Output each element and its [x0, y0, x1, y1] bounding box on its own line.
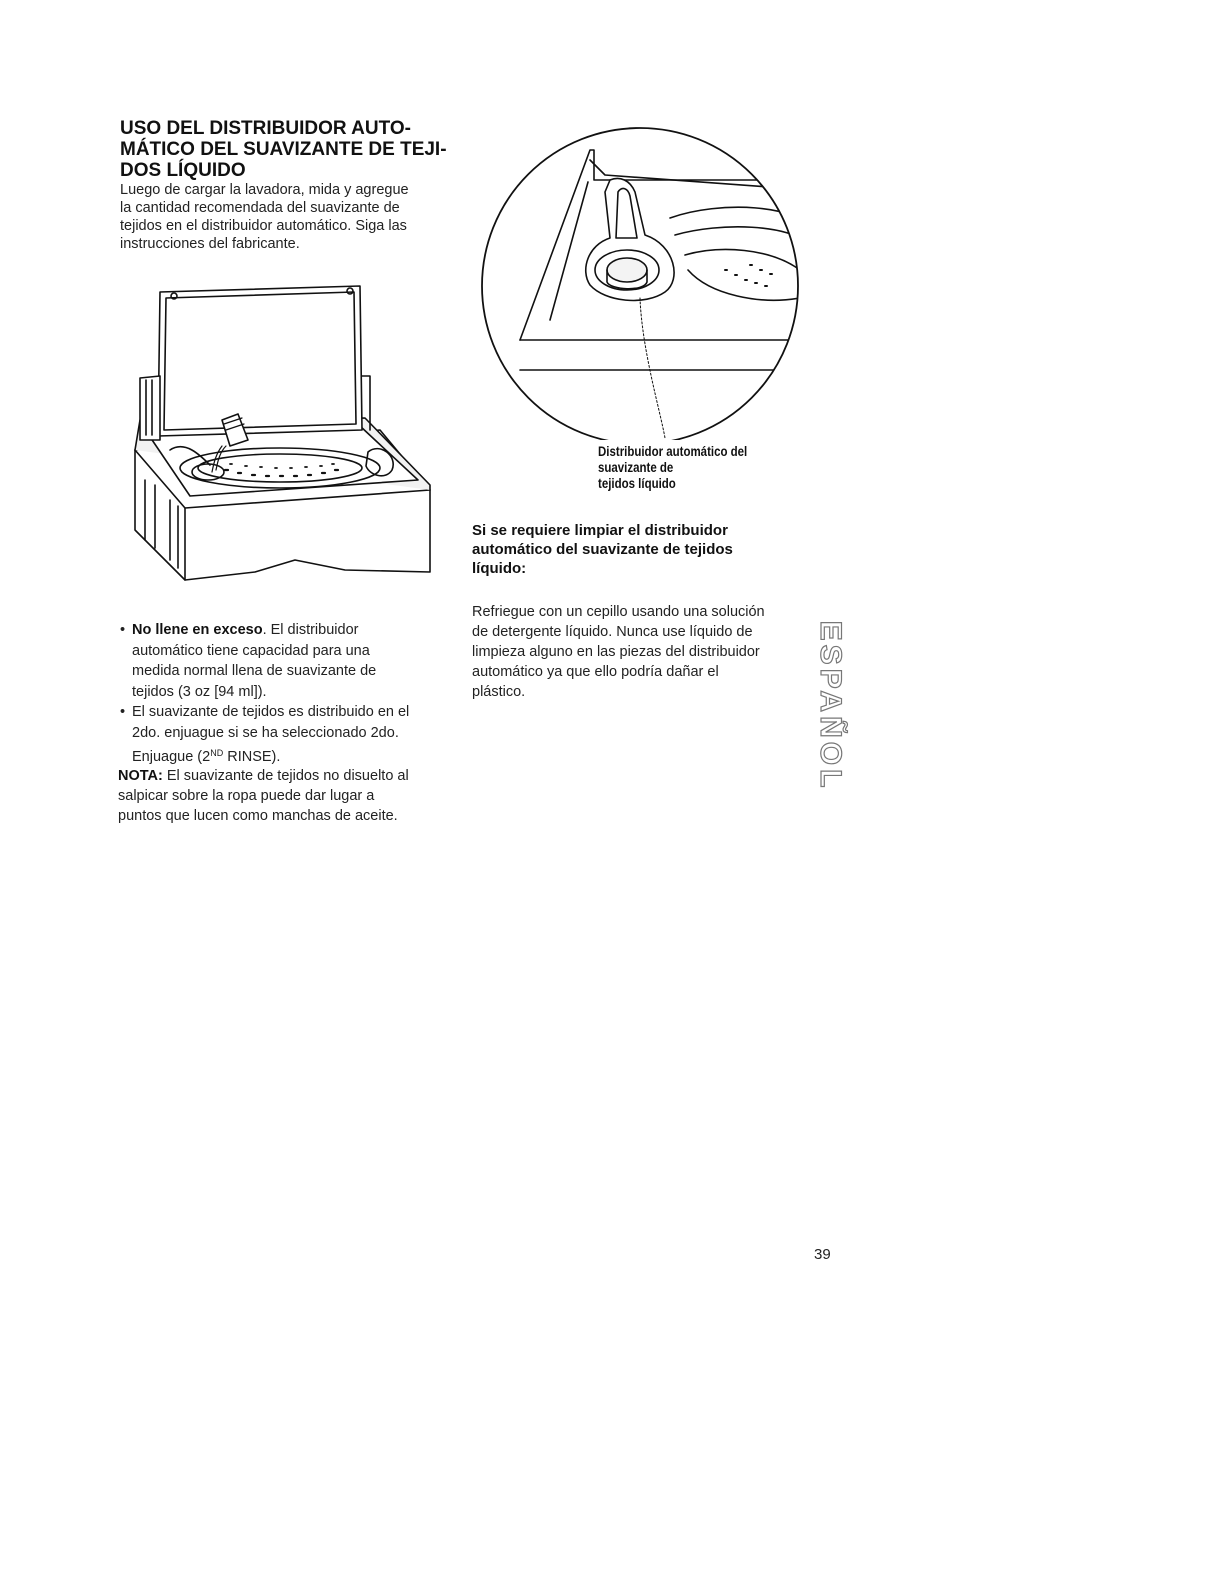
bullet-line: automático tiene capacidad para una [132, 642, 370, 659]
note-line: salpicar sobre la ropa puede dar lugar a [118, 788, 375, 804]
section-heading [120, 118, 460, 181]
washer-illustration [130, 280, 440, 595]
note-text: El suavizante de tejidos no disuelto al [162, 768, 409, 784]
dispenser-callout-label [598, 443, 778, 491]
bullet-list [118, 620, 458, 768]
heading-line: DOS LÍQUIDO [120, 160, 246, 181]
bullet-line: medida normal llena de suavizante de [132, 663, 377, 679]
intro-line: Luego de cargar la lavadora, mida y agregue [120, 182, 409, 198]
bullet-first-line [132, 620, 458, 641]
cleaning-heading-line: Si se requiere limpiar el distribuidor [472, 522, 728, 539]
note-paragraph [118, 766, 458, 826]
dispenser-closeup-illustration [470, 120, 800, 440]
bullet-line: 2do. enjuague si se ha seleccionado 2do. [132, 724, 399, 741]
intro-line: tejidos en el distribuidor automático. Siga las [120, 218, 407, 234]
callout-line: Distribuidor automático del [598, 443, 748, 459]
heading-line: MÁTICO DEL SUAVIZANTE DE TEJI- [120, 139, 447, 160]
page-number: 39 [814, 1246, 831, 1263]
cleaning-heading-line: automático del suavizante de tejidos [472, 541, 733, 558]
cleaning-line: Refriegue con un cepillo usando una solución [472, 604, 765, 620]
bullet-text: Enjuague (2 [132, 749, 211, 765]
cleaning-line: limpieza alguno en las piezas del distribuidor [472, 644, 760, 660]
bullet-bold-text: No llene en exceso [132, 622, 263, 638]
cleaning-heading-line: líquido: [472, 560, 527, 577]
heading-line: USO DEL DISTRIBUIDOR AUTO- [120, 118, 411, 139]
bullet-item [118, 702, 458, 768]
note-line: puntos que lucen como manchas de aceite. [118, 808, 398, 824]
note-label: NOTA: [118, 768, 163, 784]
bullet-text: . El distribuidor [262, 622, 359, 638]
intro-paragraph [120, 181, 450, 253]
cleaning-line: de detergente líquido. Nunca use líquido de [472, 624, 753, 640]
bullet-item [118, 620, 458, 702]
note-first-line [118, 766, 458, 786]
bullet-line: tejidos (3 oz [94 ml]). [132, 683, 267, 700]
cleaning-heading [472, 521, 792, 578]
language-side-tab [808, 606, 852, 806]
cleaning-line: automático ya que ello podría dañar el [472, 664, 719, 680]
callout-line: suavizante de [598, 459, 674, 475]
language-label: ESPAÑOL [814, 620, 847, 792]
cleaning-paragraph [472, 602, 812, 702]
intro-line: la cantidad recomendada del suavizante de [120, 200, 400, 216]
bullet-text: RINSE). [223, 749, 281, 765]
intro-line: instrucciones del fabricante. [120, 236, 300, 252]
superscript: ND [210, 748, 224, 758]
bullet-line: • El suavizante de tejidos es distribuido en el [132, 704, 410, 720]
callout-line: tejidos líquido [598, 475, 676, 491]
cleaning-line: plástico. [472, 684, 526, 700]
bullet-last-line [132, 743, 458, 768]
